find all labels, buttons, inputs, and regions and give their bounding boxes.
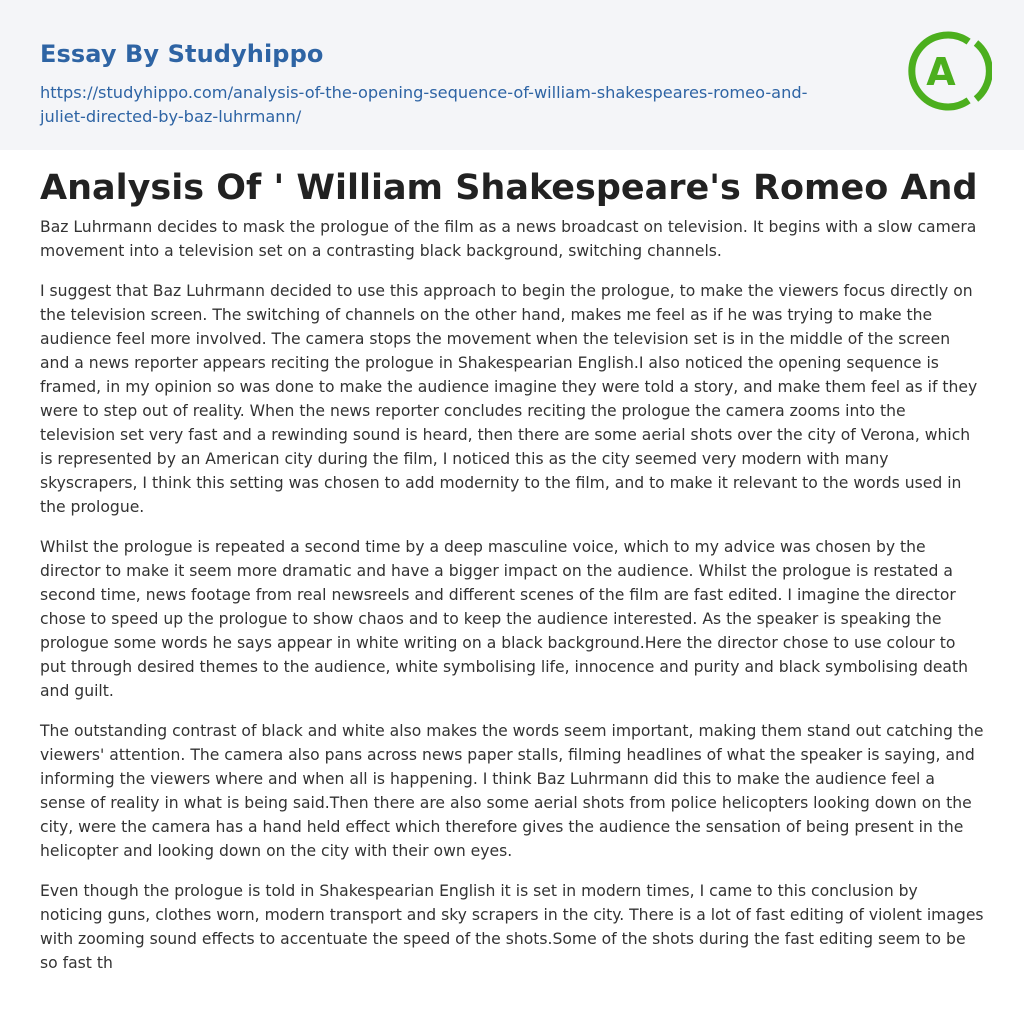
essay-title: Analysis Of ' William Shakespeare's Romeo And <box>40 168 978 208</box>
essay-paragraph: Whilst the prologue is repeated a second time by a deep masculine voice, which to my advice was chosen by the director to make it seem more dramatic and have a bigger impact on the audience. Whilst the prologue is restated a second time, news footage from real newsreels and different scenes of the film are fast edited. I imagine the director chose to speed up the prologue to show chaos and to keep the audience interested. As the speaker is speaking the prologue some words he says appear in white writing on a black background.Here the director chose to use colour to put through desired themes to the audience, white symbolising life, innocence and purity and black symbolising death and guilt. <box>40 538 968 700</box>
essay-body <box>40 215 984 991</box>
essay-url-link[interactable]: https://studyhippo.com/analysis-of-the-opening-sequence-of-william-shakespeares-romeo-and-juliet-directed-by-baz-luhrmann/ <box>40 83 808 126</box>
site-brand[interactable]: Essay By Studyhippo <box>40 40 324 68</box>
essay-paragraph: Even though the prologue is told in Shakespearian English it is set in modern times, I came to this conclusion by noticing guns, clothes worn, modern transport and sky scrapers in the city. There is a lot of fast editing of violent images with zooming sound effects to accentuate the speed of the shots.Some of the shots during the fast editing seem to be so fast th <box>40 882 984 972</box>
logo-letter: A <box>926 50 956 94</box>
site-header <box>0 0 1024 150</box>
essay-paragraph: Baz Luhrmann decides to mask the prologue of the film as a news broadcast on television. It begins with a slow camera movement into a television set on a contrasting black background, switching channels. <box>40 218 977 260</box>
essay-paragraph: The outstanding contrast of black and white also makes the words seem important, making them stand out catching the viewers' attention. The camera also pans across news paper stalls, filming headlines of what the speaker is saying, and informing the viewers where and when all is happening. I think Baz Luhrmann did this to make the audience feel a sense of reality in what is being said.Then there are also some aerial shots from police helicopters looking down on the city, were the camera has a hand held effect which therefore gives the audience the sensation of being present in the helicopter and looking down on the city with their own eyes. <box>40 722 984 860</box>
essay-paragraph: I suggest that Baz Luhrmann decided to use this approach to begin the prologue, to make the viewers focus directly on the television screen. The switching of channels on the other hand, makes me feel as if he was trying to make the audience feel more involved. The camera stops the movement when the television set is in the middle of the screen and a news reporter appears reciting the prologue in Shakespearian English.I also noticed the opening sequence is framed, in my opinion so was done to make the audience imagine they were told a story, and make them feel as if they were to step out of reality. When the news reporter concludes reciting the prologue the camera zooms into the television set very fast and a rewinding sound is heard, then there are some aerial shots over the city of Verona, which is represented by an American city during the film, I noticed this as the city seemed very modern with many skyscrapers, I think this setting was chosen to add modernity to the film, and to make it relevant to the words used in the prologue. <box>40 282 978 516</box>
studyhippo-logo-icon[interactable] <box>906 28 992 114</box>
